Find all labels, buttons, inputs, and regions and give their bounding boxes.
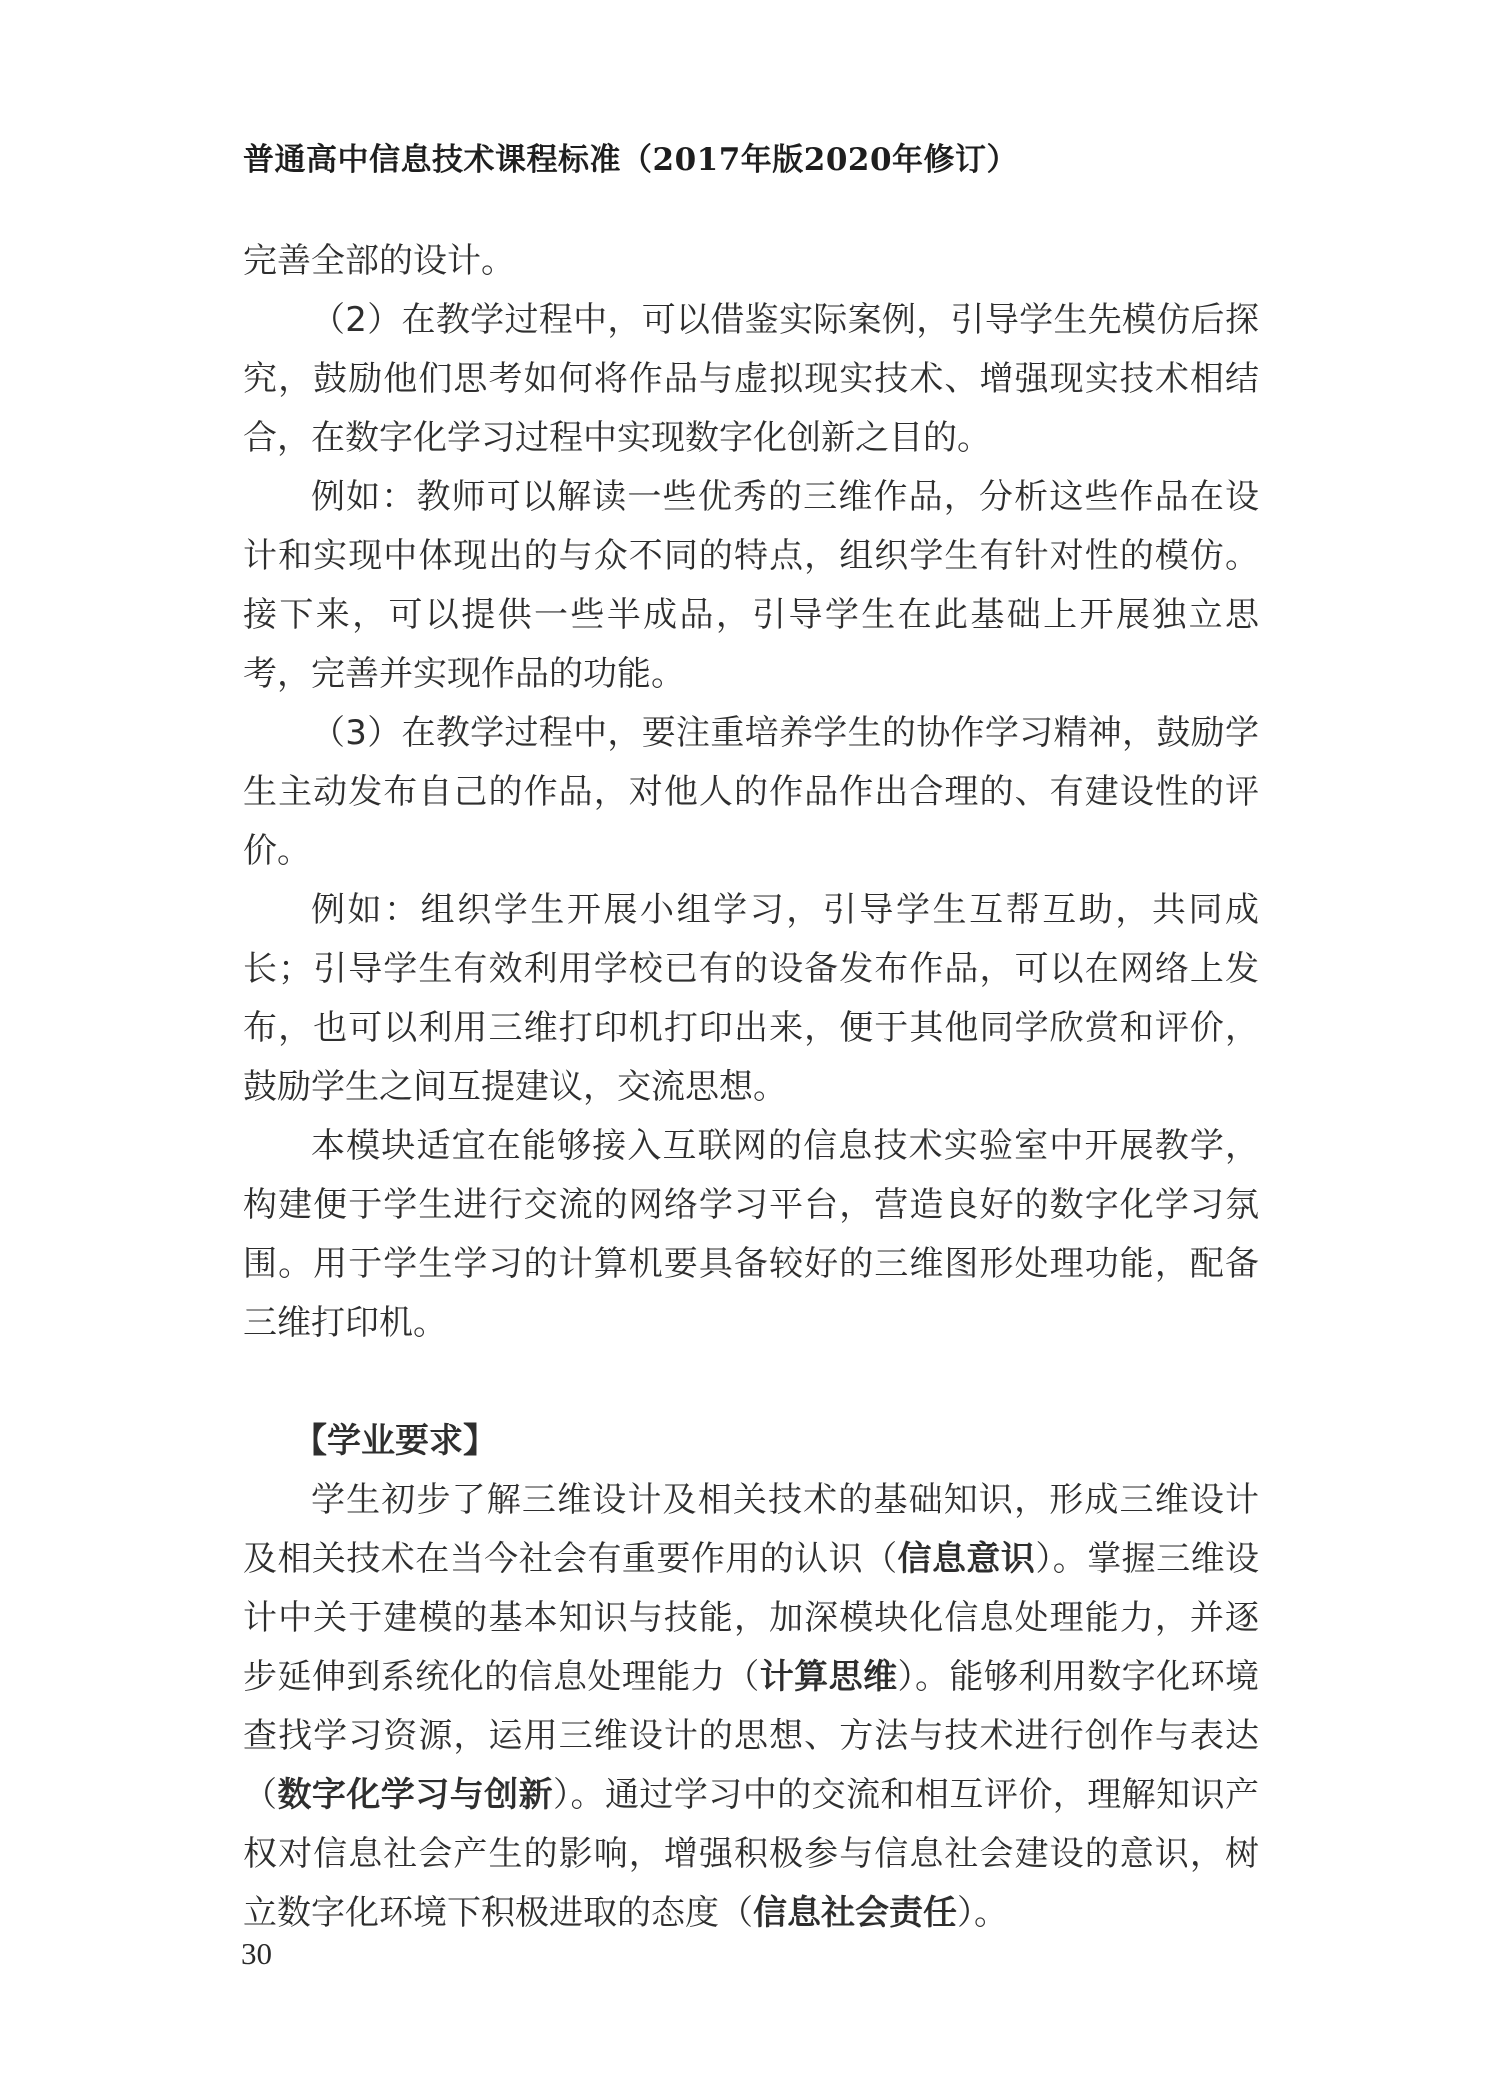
text-segment: ）。 [957,1893,1008,1933]
running-header: 普通高中信息技术课程标准（2017年版2020年修订） [243,142,1019,178]
paragraph-environment: 本模块适宜在能够接入互联网的信息技术实验室中开展教学，构建便于学生进行交流的网络学习平台，营造良好的数字化学习氛围。用于学生学习的计算机要具备较好的三维图形处理功能，配备三维打印机。 [243,1126,1259,1343]
key-term-information-awareness: 信息意识 [897,1539,1036,1579]
key-term-social-responsibility: 信息社会责任 [753,1893,957,1933]
text-segment: ）。掌握三维设计中关于建模的基本知识与技能，加深模块化信息处理能力，并逐步延伸到系统化的信息处理能力（ [243,1539,1260,1697]
paragraph-point-3: （3）在教学过程中，要注重培养学生的协作学习精神，鼓励学生主动发布自己的作品，对他人的作品作出合理的、有建设性的评价。 [243,713,1259,871]
paragraph-example-2: 例如：组织学生开展小组学习，引导学生互帮互助，共同成长；引导学生有效利用学校已有的设备发布作品，可以在网络上发布，也可以利用三维打印机打印出来，便于其他同学欣赏和评价，鼓励学生之间互提建议，交流思想。 [243,890,1259,1107]
paragraph-point-2: （2）在教学过程中，可以借鉴实际案例，引导学生先模仿后探究，鼓励他们思考如何将作品与虚拟现实技术、增强现实技术相结合，在数字化学习过程中实现数字化创新之目的。 [243,300,1259,458]
text-segment: ）。通过学习中的交流和相互评价，理解知识产权对信息社会产生的影响，增强积极参与信息社会建设的意识，树立数字化环境下积极进取的态度（ [243,1775,1260,1933]
page-body [243,232,1259,1943]
text-segment: ）。能够利用数字化环境查找学习资源，运用三维设计的思想、方法与技术进行创作与表达（ [243,1657,1260,1815]
section-heading: 【学业要求】 [293,1421,497,1461]
paragraph-example-1: 例如：教师可以解读一些优秀的三维作品，分析这些作品在设计和实现中体现出的与众不同的特点，组织学生有针对性的模仿。接下来，可以提供一些半成品，引导学生在此基础上开展独立思考，完善并实现作品的功能。 [243,477,1259,694]
key-term-digital-learning-innovation: 数字化学习与创新 [277,1775,554,1815]
text-segment: 学生初步了解三维设计及相关技术的基础知识，形成三维设计及相关技术在当今社会有重要作用的认识（ [243,1480,1259,1579]
paragraph-academic-requirements [243,1471,1259,1943]
paragraph-continuation: 完善全部的设计。 [243,241,515,281]
key-term-computational-thinking: 计算思维 [759,1657,898,1697]
page-number: 30 [241,1936,272,1971]
